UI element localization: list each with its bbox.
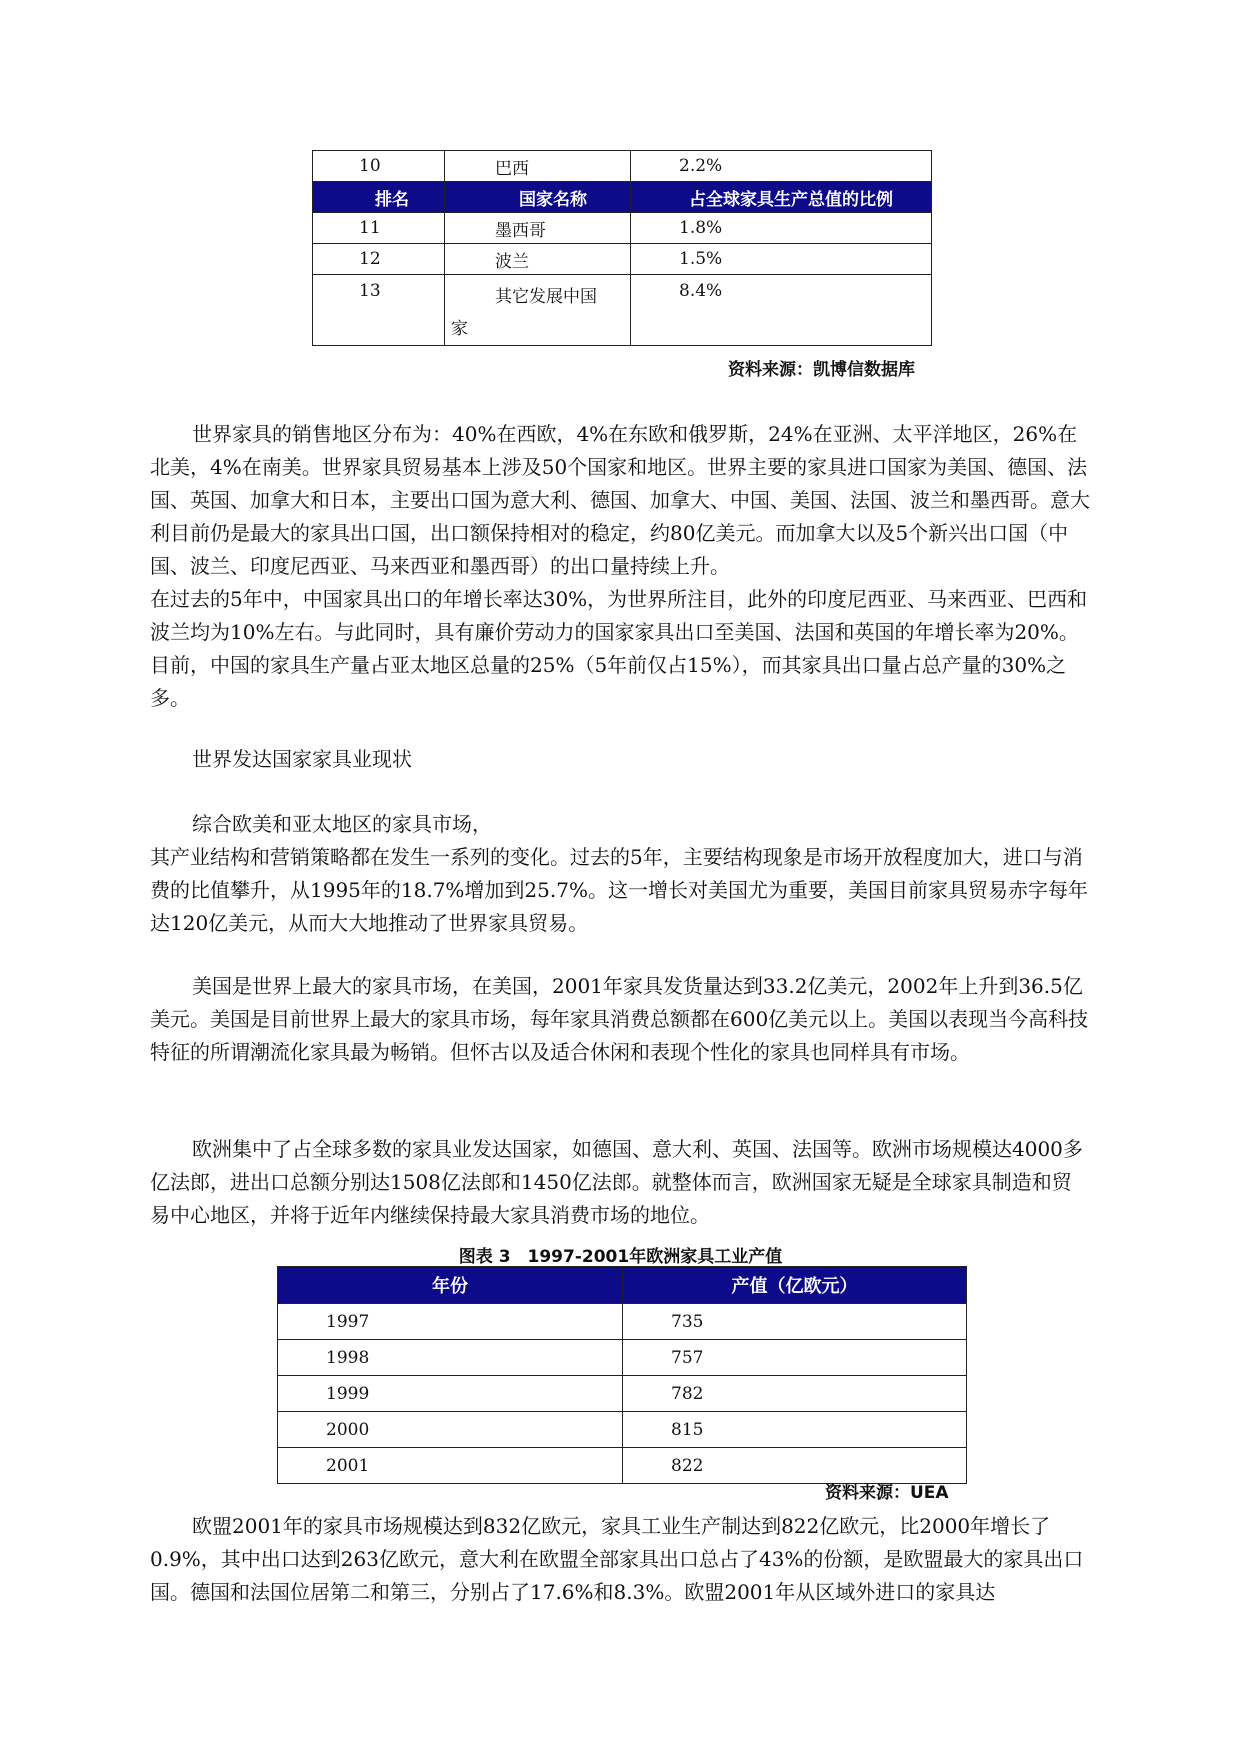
header-rank: 排名 bbox=[313, 182, 445, 213]
paragraph: 欧洲集中了占全球多数的家具业发达国家，如德国、意大利、英国、法国等。欧洲市场规模达4000多亿法郎，进出口总额分别达1508亿法郎和1450亿法郎。就整体而言，欧洲国家无疑是全球家具制造和贸易中心地区，并将于近年内继续保持最大家具消费市场的地位。 bbox=[150, 1137, 1083, 1227]
share-cell: 1.8% bbox=[631, 213, 932, 244]
paragraph: 其产业结构和营销策略都在发生一系列的变化。过去的5年，主要结构现象是市场开放程度加大，进口与消费的比值攀升，从1995年的18.7%增加到25.7%。这一增长对美国尤为重要，美国目前家具贸易赤字每年达120亿美元，从而大大地推动了世界家具贸易。 bbox=[150, 845, 1088, 935]
country-line-1: 其它发展中国 bbox=[495, 287, 597, 307]
paragraph-line: 综合欧美和亚太地区的家具市场， bbox=[192, 812, 492, 836]
country-cell: 巴西 bbox=[445, 151, 631, 182]
share-cell: 1.5% bbox=[631, 244, 932, 275]
rank-cell: 10 bbox=[313, 151, 445, 182]
table-header-row bbox=[278, 1267, 967, 1304]
paragraph: 美国是世界上最大的家具市场，在美国，2001年家具发货量达到33.2亿美元，2002年上升到36.5亿美元。美国是目前世界上最大的家具市场，每年家具消费总额都在600亿美元以上。美国以表现当今高科技特征的所谓潮流化家具最为畅销。但怀古以及适合休闲和表现个性化的家具也同样具有市场。 bbox=[150, 974, 1089, 1064]
year-cell: 2001 bbox=[278, 1448, 623, 1484]
country-line-2: 家 bbox=[451, 319, 468, 339]
value-cell: 782 bbox=[623, 1376, 967, 1412]
share-cell: 8.4% bbox=[631, 275, 932, 346]
rank-cell: 12 bbox=[313, 244, 445, 275]
table-row bbox=[313, 244, 932, 275]
paragraph: 世界家具的销售地区分布为：40%在西欧，4%在东欧和俄罗斯，24%在亚洲、太平洋地区，26%在北美，4%在南美。世界家具贸易基本上涉及50个国家和地区。世界主要的家具进口国家为美国、德国、法国、英国、加拿大和日本，主要出口国为意大利、德国、加拿大、中国、美国、法国、波兰和墨西哥。意大利目前仍是最大的家具出口国，出口额保持相对的稳定，约80亿美元。而加拿大以及5个新兴出口国（中国、波兰、印度尼西亚、马来西亚和墨西哥）的出口量持续上升。 bbox=[150, 422, 1090, 578]
table2-source: 资料来源：UEA bbox=[825, 1483, 949, 1503]
body-text-5 bbox=[150, 1510, 1090, 1609]
rank-cell: 11 bbox=[313, 213, 445, 244]
table-row bbox=[278, 1304, 967, 1340]
body-text-4 bbox=[150, 1133, 1090, 1232]
rank-cell: 13 bbox=[313, 275, 445, 346]
value-cell: 735 bbox=[623, 1304, 967, 1340]
share-cell: 2.2% bbox=[631, 151, 932, 182]
country-cell: 波兰 bbox=[445, 244, 631, 275]
body-text-1 bbox=[150, 418, 1090, 715]
year-cell: 1997 bbox=[278, 1304, 623, 1340]
value-cell: 757 bbox=[623, 1340, 967, 1376]
table-row bbox=[313, 213, 932, 244]
value-cell: 822 bbox=[623, 1448, 967, 1484]
country-cell: 墨西哥 bbox=[445, 213, 631, 244]
year-cell: 1999 bbox=[278, 1376, 623, 1412]
table-row bbox=[313, 151, 932, 182]
table1-source: 资料来源：凯博信数据库 bbox=[728, 360, 915, 380]
country-cell bbox=[445, 275, 631, 346]
body-text-3 bbox=[150, 970, 1090, 1069]
header-year: 年份 bbox=[278, 1267, 623, 1304]
header-share: 占全球家具生产总值的比例 bbox=[631, 182, 932, 213]
table-header-row bbox=[313, 182, 932, 213]
table-row bbox=[278, 1376, 967, 1412]
table-row bbox=[278, 1412, 967, 1448]
output-table bbox=[277, 1266, 967, 1484]
header-value: 产值（亿欧元） bbox=[623, 1267, 967, 1304]
paragraph: 在过去的5年中，中国家具出口的年增长率达30%，为世界所注目，此外的印度尼西亚、马来西亚、巴西和波兰均为10%左右。与此同时，具有廉价劳动力的国家家具出口至美国、法国和英国的年增长率为20%。目前，中国的家具生产量占亚太地区总量的25%（5年前仅占15%），而其家具出口量占总产量的30%之多。 bbox=[150, 587, 1088, 710]
table-row bbox=[278, 1340, 967, 1376]
header-country: 国家名称 bbox=[445, 182, 631, 213]
ranking-table bbox=[312, 150, 932, 346]
paragraph: 欧盟2001年的家具市场规模达到832亿欧元，家具工业生产制达到822亿欧元，比2000年增长了0.9%，其中出口达到263亿欧元，意大利在欧盟全部家具出口总占了43%的份额，是欧盟最大的家具出口国。德国和法国位居第二和第三，分别占了17.6%和8.3%。欧盟2001年从区域外进口的家具达 bbox=[150, 1514, 1084, 1604]
table2-caption: 图表 3 1997-2001年欧洲家具工业产值 bbox=[458, 1247, 783, 1267]
value-cell: 815 bbox=[623, 1412, 967, 1448]
year-cell: 2000 bbox=[278, 1412, 623, 1448]
table-row bbox=[313, 275, 932, 346]
body-text-2 bbox=[150, 808, 1090, 940]
section-heading: 世界发达国家家具业现状 bbox=[192, 747, 412, 771]
year-cell: 1998 bbox=[278, 1340, 623, 1376]
